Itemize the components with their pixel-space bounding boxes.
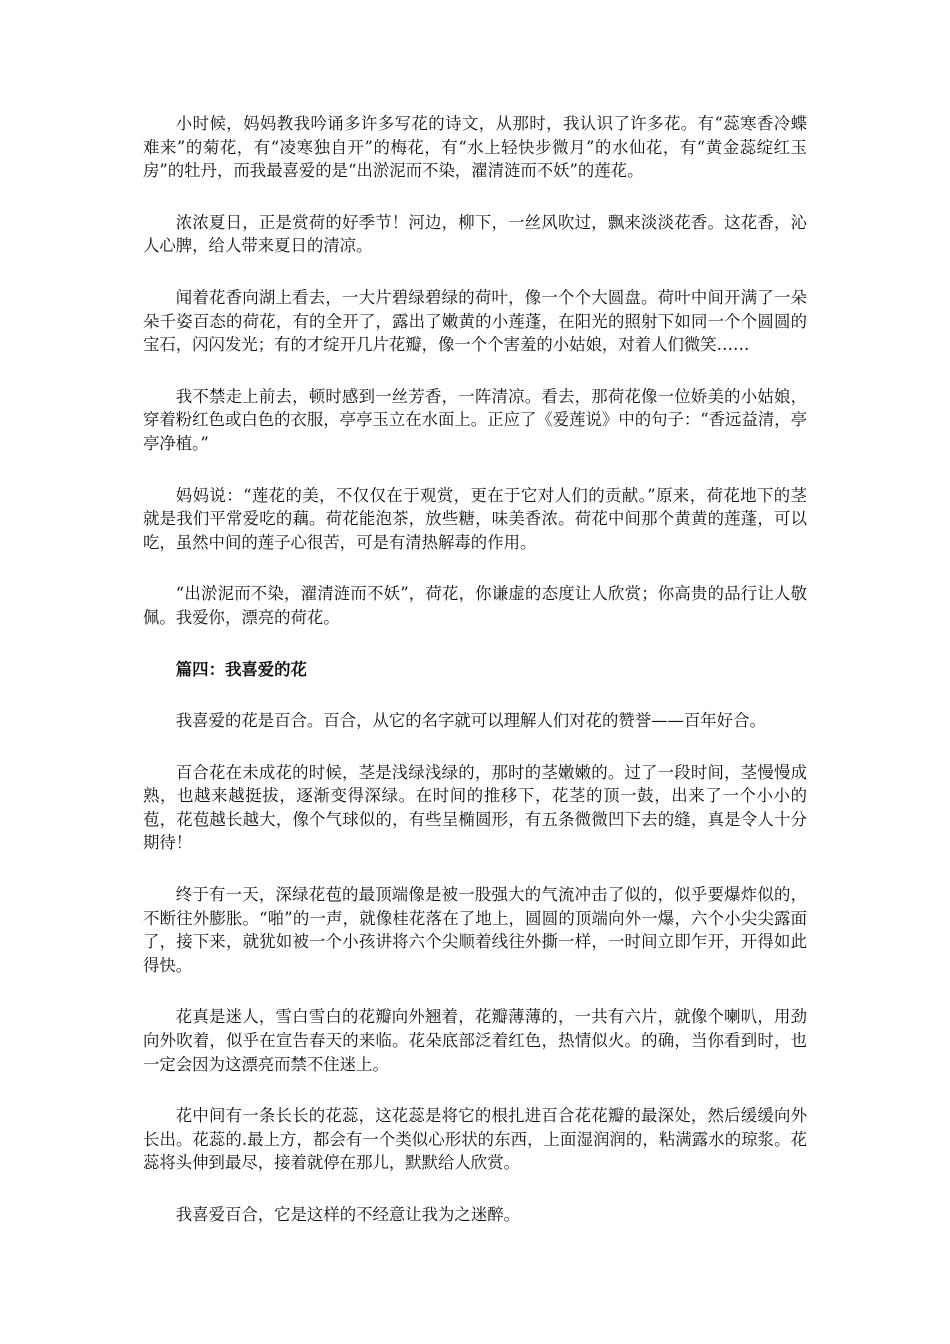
paragraph-lily-intro: 我喜爱的花是百合。百合，从它的名字就可以理解人们对花的赞誉——百年好合。 xyxy=(175,711,766,731)
section-heading: 篇四：我喜爱的花 xyxy=(175,659,307,679)
paragraph-summer-day: 浓浓夏日，正是赏荷的好季节！河边，柳下，一丝风吹过，飘来淡淡花香。这花香，沁人心脾，给人带来夏日的清凉。 xyxy=(143,212,807,256)
paragraph-lily-bud: 百合花在未成花的时候，茎是浅绿浅绿的，那时的茎嫩嫩的。过了一段时间，茎慢慢成熟，也越来越挺拔，逐渐变得深绿。在时间的推移下，花茎的顶一鼓，出来了一个小小的苞，花苞越长越大，像个气球似的，有些呈椭圆形，有五条微微凹下去的缝，真是令人十分期待！ xyxy=(143,762,807,853)
document-body xyxy=(143,112,807,1227)
paragraph-lily-closing: 我喜爱百合，它是这样的不经意让我为之迷醉。 xyxy=(175,1205,520,1224)
paragraph-lily-petals: 花真是迷人，雪白雪白的花瓣向外翘着，花瓣薄薄的，一共有六片，就像个喇叭，用劲向外吹着，似乎在宣告春天的来临。花朵底部泛着红色，热情似火。的确，当你看到时，也一定会因为这漂亮而禁不住迷上。 xyxy=(143,1007,807,1074)
paragraph-lotus-pond: 闻着花香向湖上看去，一大片碧绿碧绿的荷叶，像一个个大圆盘。荷叶中间开满了一朵朵千姿百态的荷花，有的全开了，露出了嫩黄的小莲蓬，在阳光的照射下如同一个个圆圆的宝石，闪闪发光；有的才绽开几片花瓣，像一个个害羞的小姑娘，对着人们微笑…… xyxy=(143,287,807,355)
paragraph-lotus-uses: 妈妈说：“莲花的美，不仅仅在于观赏，更在于它对人们的贡献。”原来，荷花地下的茎就是我们平常爱吃的藕。荷花能泡茶，放些糖，味美香浓。荷花中间那个黄黄的莲蓬，可以吃，虽然中间的莲子心很苦，可是有清热解毒的作用。 xyxy=(143,485,807,552)
paragraph-lotus-close-up: 我不禁走上前去，顿时感到一丝芳香，一阵清凉。看去，那荷花像一位娇美的小姑娘，穿着粉红色或白色的衣服，亭亭玉立在水面上。正应了《爱莲说》中的句子：“香远益清，亭亭净植。” xyxy=(143,386,808,453)
paragraph-childhood-poems: 小时候，妈妈教我吟诵多许多写花的诗文，从那时，我认识了许多花。有“蕊寒香冷蝶难来”的菊花，有“凌寒独自开”的梅花，有“水上轻快步微月”的水仙花，有“黄金蕊绽红玉房”的牡丹，而我最喜爱的是“出淤泥而不染，濯清涟而不妖”的莲花。 xyxy=(143,114,807,181)
paragraph-lily-blooming: 终于有一天，深绿花苞的最顶端像是被一股强大的气流冲击了似的，似乎要爆炸似的，不断往外膨胀。“啪”的一声，就像桂花落在了地上，圆圆的顶端向外一爆，六个小尖尖露面了，接下来，就犹如被一个小孩讲将六个尖顺着线往外撕一样，一时间立即乍开，开得如此得快。 xyxy=(143,885,807,975)
paragraph-lily-stamen: 花中间有一条长长的花蕊，这花蕊是将它的根扎进百合花花瓣的最深处，然后缓缓向外长出。花蕊的.最上方，都会有一个类似心形状的东西，上面湿润润的，粘满露水的琼浆。花蕊将头伸到最尽，接着就停在那儿，默默给人欣赏。 xyxy=(143,1106,807,1173)
paragraph-lotus-praise: “出淤泥而不染，濯清涟而不妖”，荷花，你谦虚的态度让人欣赏；你高贵的品行让人敬佩。我爱你，漂亮的荷花。 xyxy=(143,584,807,627)
